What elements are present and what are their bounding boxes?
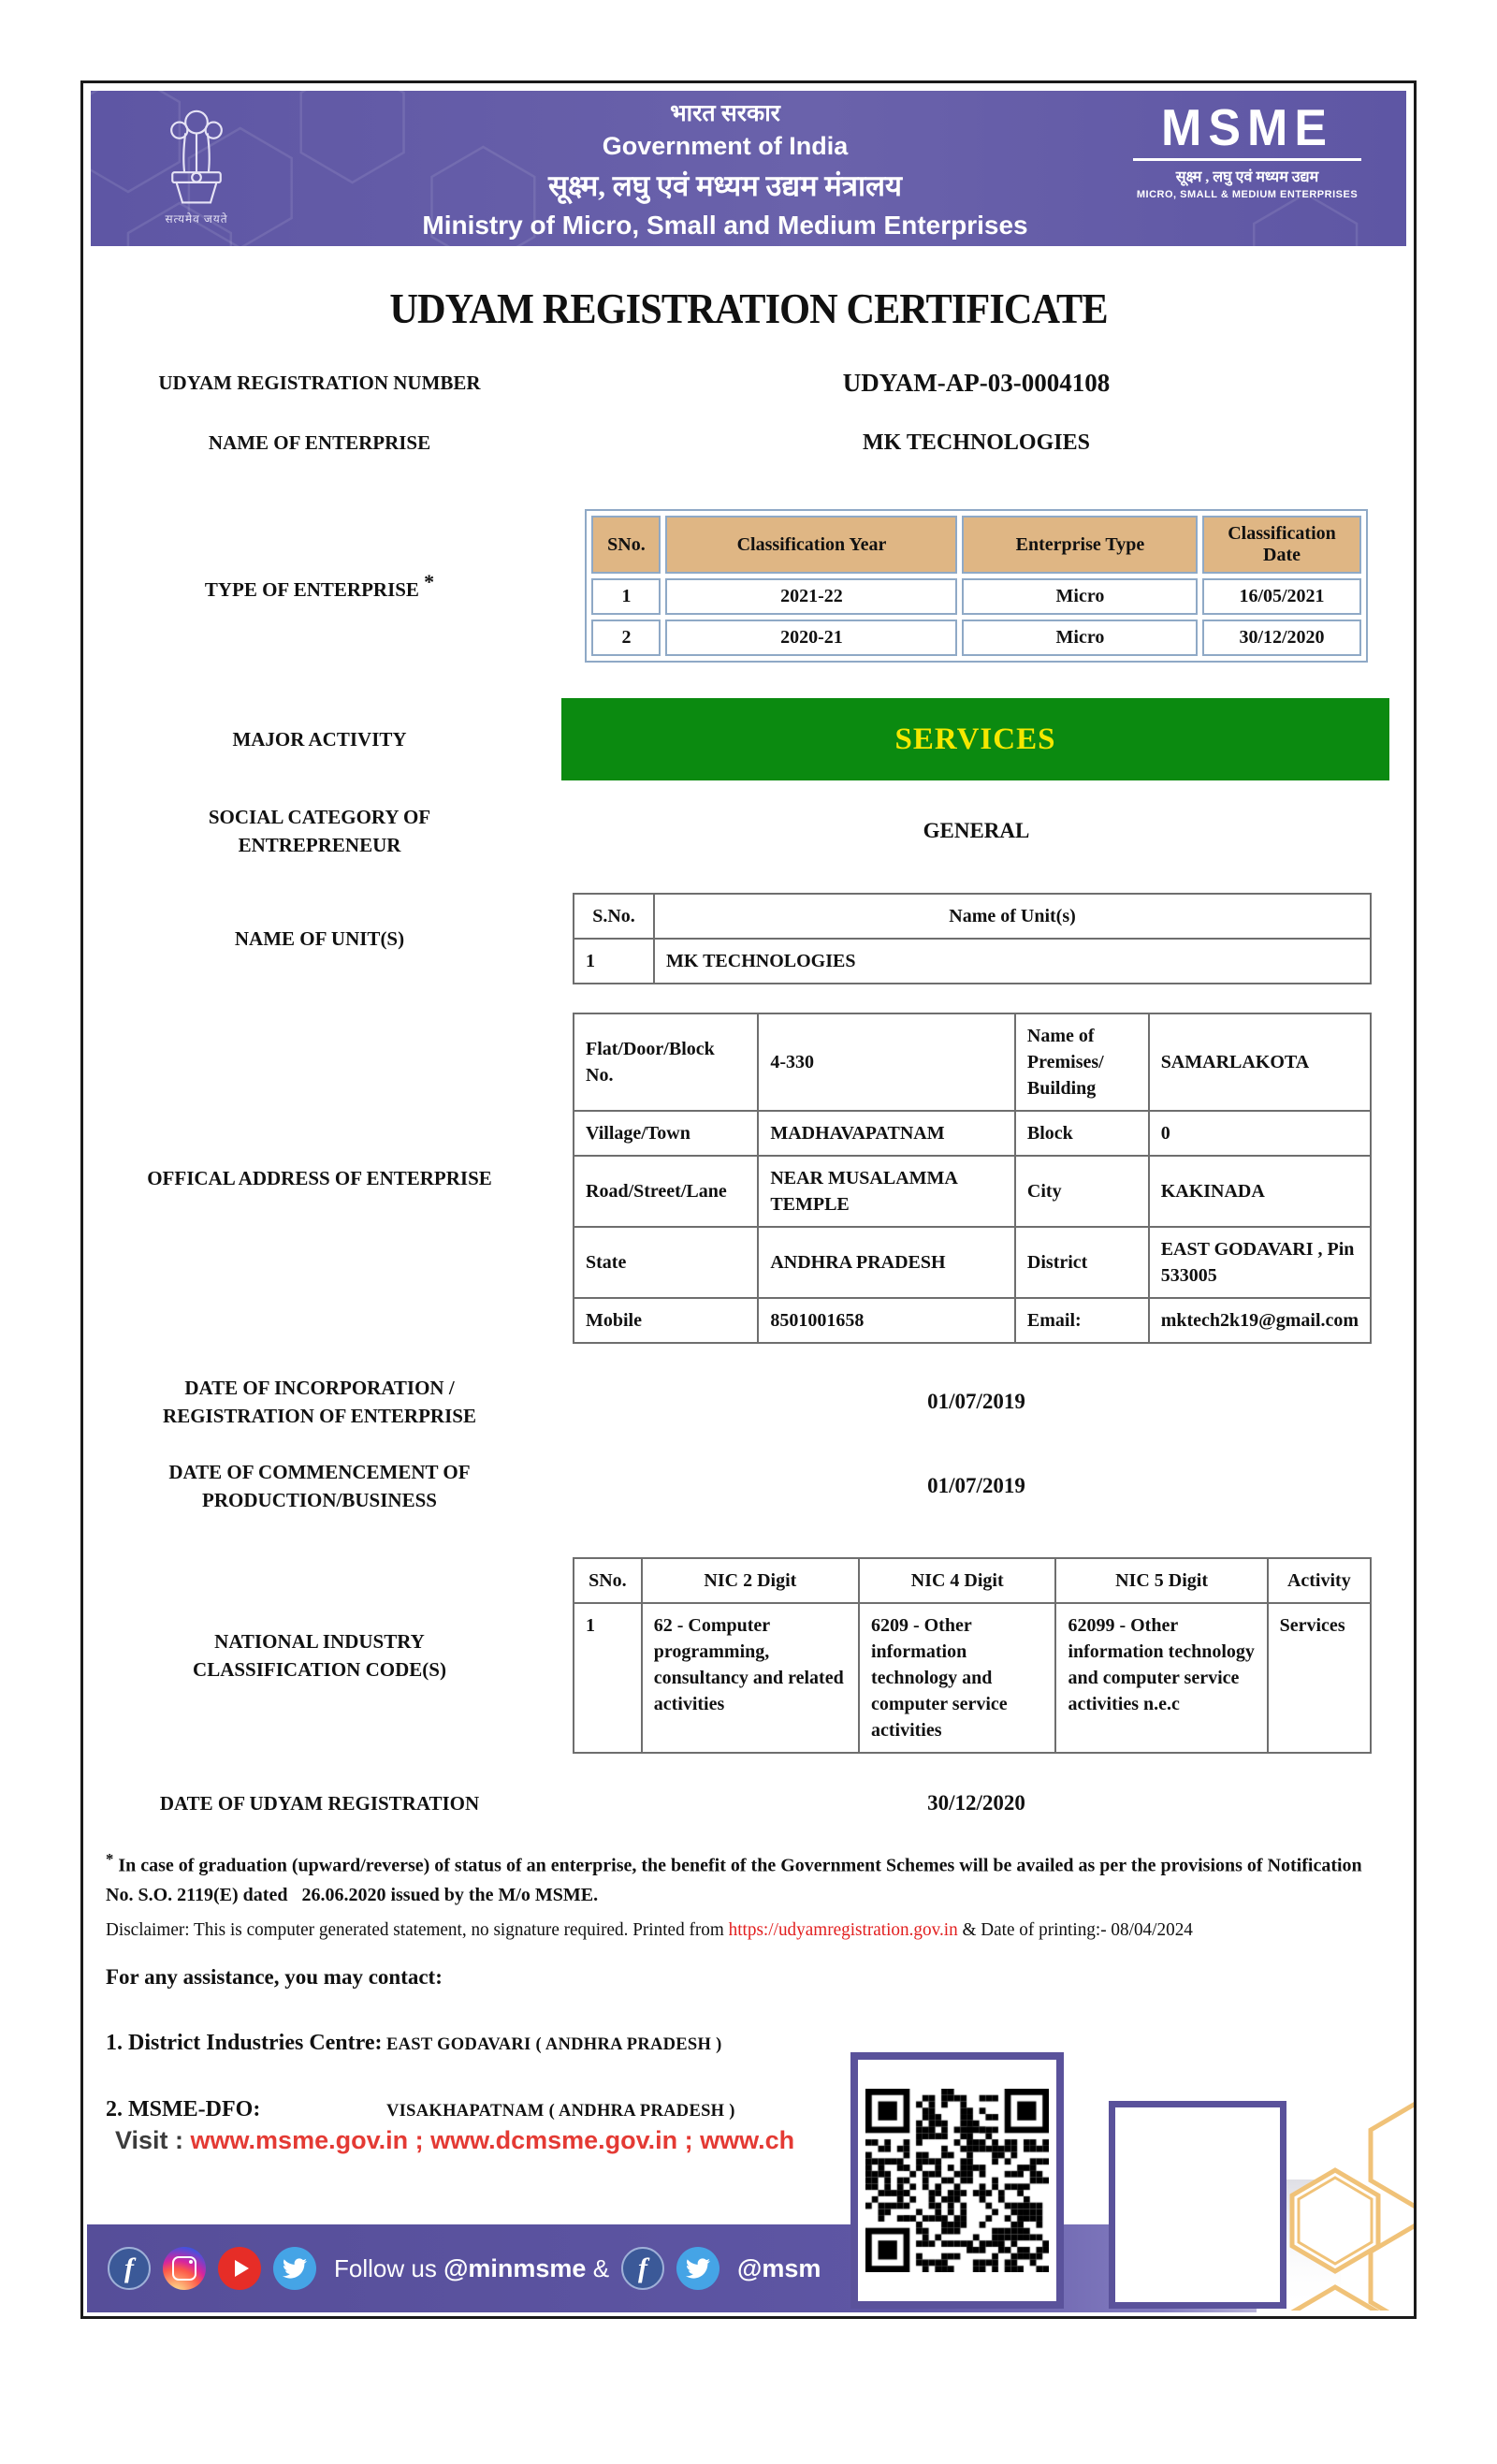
cell-key: Village/Town (574, 1111, 758, 1156)
hindi-govt-line: भारत सरकार (670, 101, 780, 126)
type-of-enterprise-table-wrap (556, 509, 1397, 663)
msme-logo-text: MSME (1161, 99, 1333, 157)
cell-key: District (1015, 1227, 1149, 1298)
cell-year: 2020-21 (665, 620, 957, 656)
col-header: Name of Unit(s) (654, 894, 1371, 939)
urn-value: UDYAM-AP-03-0004108 (842, 368, 1111, 397)
msme-logo-hindi: सूक्ष्म , लघु एवं मध्यम उद्यम (1175, 169, 1319, 185)
col-header: NIC 4 Digit (859, 1558, 1055, 1603)
msme-logo-rule (1133, 158, 1361, 161)
cell-unit-name: MK TECHNOLOGIES (654, 939, 1371, 984)
visit-links[interactable]: www.msme.gov.in ; www.dcmsme.gov.in ; www.ch (190, 2126, 795, 2154)
units-table (573, 893, 1372, 984)
qr-code (865, 2089, 1049, 2272)
enterprise-type-table (585, 509, 1367, 663)
type-of-enterprise-label: TYPE OF ENTERPRISE * (204, 570, 435, 602)
cell-enterprise-type: Micro (962, 620, 1198, 656)
cell-year: 2021-22 (665, 578, 957, 615)
cell-value: 0 (1149, 1111, 1371, 1156)
udyam-date-value: 30/12/2020 (927, 1791, 1025, 1815)
india-emblem (145, 100, 248, 241)
msme-dfo-label: 2. MSME-DFO: (106, 2096, 261, 2121)
nic-label: NATIONAL INDUSTRY CLASSIFICATION CODE(S) (193, 1629, 446, 1681)
cell-value: SAMARLAKOTA (1149, 1013, 1371, 1111)
urn-row (83, 367, 1414, 399)
table-row (591, 620, 1360, 656)
cell-date: 16/05/2021 (1202, 578, 1360, 615)
col-header: Classification Year (665, 516, 957, 574)
col-header: S.No. (574, 894, 654, 939)
disclaimer-text: Disclaimer: This is computer generated statement, no signature required. Printed from (106, 1918, 724, 1940)
handle-minmsme: @minmsme (443, 2253, 587, 2282)
facebook-icon[interactable]: f (621, 2247, 664, 2290)
incorporation-date-label: DATE OF INCORPORATION / REGISTRATION OF ENTERPRISE (163, 1376, 476, 1427)
lion-capital-icon (160, 100, 233, 211)
commencement-date-label: DATE OF COMMENCEMENT OF PRODUCTION/BUSINESS (168, 1460, 471, 1511)
government-banner (91, 91, 1406, 246)
visit-label: Visit : (115, 2126, 184, 2154)
cell-key: Road/Street/Lane (574, 1156, 758, 1227)
cell-enterprise-type: Micro (962, 578, 1198, 615)
msme-logo (1126, 99, 1369, 200)
handle-msm: @msm (737, 2253, 821, 2282)
emblem-motto: सत्यमेव जयते (165, 212, 228, 226)
cell-nic2: 62 - Computer programming, consultancy and related activities (642, 1603, 859, 1753)
cell-value: NEAR MUSALAMMA TEMPLE (758, 1156, 1015, 1227)
commencement-date-row (83, 1460, 1414, 1512)
visit-line (115, 2126, 794, 2155)
assistance-item (106, 2031, 1414, 2056)
udyam-date-label: DATE OF UDYAM REGISTRATION (159, 1791, 480, 1815)
qr-code-box (850, 2052, 1064, 2309)
major-activity-banner (561, 698, 1389, 780)
cell-sno: 2 (591, 620, 661, 656)
social-category-label: SOCIAL CATEGORY OF ENTREPRENEUR (208, 805, 431, 856)
assistance-heading: For any assistance, you may contact: (106, 1964, 443, 1989)
col-header: NIC 2 Digit (642, 1558, 859, 1603)
cell-key: State (574, 1227, 758, 1298)
col-header: Enterprise Type (962, 516, 1198, 574)
social-footer-band (87, 2224, 1257, 2312)
table-row (574, 1013, 1371, 1111)
units-row (83, 893, 1414, 984)
col-header: Classification Date (1202, 516, 1360, 574)
footnote-star: * (106, 1850, 114, 1868)
certificate-frame (80, 80, 1417, 2319)
cell-nic5: 62099 - Other information technology and computer service activities n.e.c (1055, 1603, 1267, 1753)
disclaimer-suffix: & Date of printing:- 08/04/2024 (962, 1918, 1193, 1940)
commencement-date-value: 01/07/2019 (927, 1474, 1025, 1497)
incorporation-date-row (83, 1376, 1414, 1428)
table-row (574, 1298, 1371, 1343)
cell-value: KAKINADA (1149, 1156, 1371, 1227)
msme-logo-caption: MICRO, SMALL & MEDIUM ENTERPRISES (1136, 189, 1359, 200)
cell-key: Mobile (574, 1298, 758, 1343)
instagram-icon[interactable] (163, 2247, 206, 2290)
footnote: * In case of graduation (upward/reverse) of status of an enterprise, the benefit of the Government Schemes will be availed as per the provisions of Notification No. S.O. 2119(E) dated 26.06.2020 issued by the M/o MSME. (106, 1850, 1362, 1905)
nic-table (573, 1557, 1372, 1754)
certificate-title: UDYAM REGISTRATION CERTIFICATE (389, 284, 1108, 332)
asterisk-mark: * (424, 570, 435, 594)
table-row (574, 939, 1371, 984)
twitter-icon[interactable] (273, 2247, 316, 2290)
table-header-row (591, 516, 1360, 574)
type-of-enterprise-row (83, 509, 1414, 663)
cell-sno: 1 (574, 1603, 642, 1753)
cell-value: EAST GODAVARI , Pin 533005 (1149, 1227, 1371, 1298)
cell-value: 8501001658 (758, 1298, 1015, 1343)
major-activity-label: MAJOR ACTIVITY (232, 727, 407, 751)
cell-sno: 1 (591, 578, 661, 615)
disclaimer (106, 1919, 1404, 1941)
cell-email-value: mktech2k19@gmail.com (1149, 1298, 1371, 1343)
cell-key: Block (1015, 1111, 1149, 1156)
col-header: SNo. (574, 1558, 642, 1603)
table-row (574, 1156, 1371, 1227)
cell-key: City (1015, 1156, 1149, 1227)
cell-nic4: 6209 - Other information technology and computer service activities (859, 1603, 1055, 1753)
table-row (591, 578, 1360, 615)
cell-key: Name of Premises/ Building (1015, 1013, 1149, 1111)
follow-us-text: Follow us @minmsme & (334, 2253, 610, 2282)
address-label: OFFICAL ADDRESS OF ENTERPRISE (147, 1166, 492, 1189)
major-activity-row (83, 698, 1414, 780)
ministry-line: Ministry of Micro, Small and Medium Enterprises (422, 211, 1028, 240)
col-header: Activity (1268, 1558, 1371, 1603)
govt-of-india-line: Government of India (602, 132, 849, 160)
table-row (574, 1603, 1371, 1753)
hindi-ministry-line: सूक्ष्म, लघु एवं मध्यम उद्यम मंत्रालय (548, 169, 902, 202)
banner-titles (353, 96, 1097, 241)
youtube-icon[interactable] (218, 2247, 261, 2290)
col-header: SNo. (591, 516, 661, 574)
address-row (83, 1013, 1414, 1344)
nic-row (83, 1557, 1414, 1754)
cell-key: Flat/Door/Block No. (574, 1013, 758, 1111)
major-activity-value: SERVICES (894, 722, 1056, 756)
units-label: NAME OF UNIT(S) (234, 926, 405, 950)
facebook-icon[interactable]: f (108, 2247, 151, 2290)
enterprise-name-value: MK TECHNOLOGIES (863, 430, 1090, 455)
cell-sno: 1 (574, 939, 654, 984)
cell-value: ANDHRA PRADESH (758, 1227, 1015, 1298)
cell-value: 4-330 (758, 1013, 1015, 1111)
urn-label: UDYAM REGISTRATION NUMBER (158, 371, 481, 394)
udyam-date-row (83, 1787, 1414, 1819)
enterprise-name-label: NAME OF ENTERPRISE (208, 430, 431, 454)
stamp-placeholder-box (1109, 2101, 1286, 2309)
district-industries-centre-value: EAST GODAVARI ( ANDHRA PRADESH ) (386, 2034, 722, 2054)
msme-dfo-value: VISAKHAPATNAM ( ANDHRA PRADESH ) (386, 2101, 735, 2121)
cell-activity: Services (1268, 1603, 1371, 1753)
address-table (573, 1013, 1372, 1344)
col-header: NIC 5 Digit (1055, 1558, 1267, 1603)
udyam-registration-link[interactable]: https://udyamregistration.gov.in (728, 1918, 958, 1940)
social-category-row (83, 803, 1414, 859)
cell-key: Email: (1015, 1298, 1149, 1343)
twitter-icon[interactable] (676, 2247, 719, 2290)
table-header-row (574, 894, 1371, 939)
cell-date: 30/12/2020 (1202, 620, 1360, 656)
enterprise-name-row (83, 427, 1414, 459)
incorporation-date-value: 01/07/2019 (927, 1390, 1025, 1413)
table-row (574, 1227, 1371, 1298)
table-row (574, 1111, 1371, 1156)
table-header-row (574, 1558, 1371, 1603)
cell-value: MADHAVAPATNAM (758, 1111, 1015, 1156)
district-industries-centre-label: 1. District Industries Centre: (106, 2030, 383, 2055)
social-category-value: GENERAL (923, 819, 1030, 842)
